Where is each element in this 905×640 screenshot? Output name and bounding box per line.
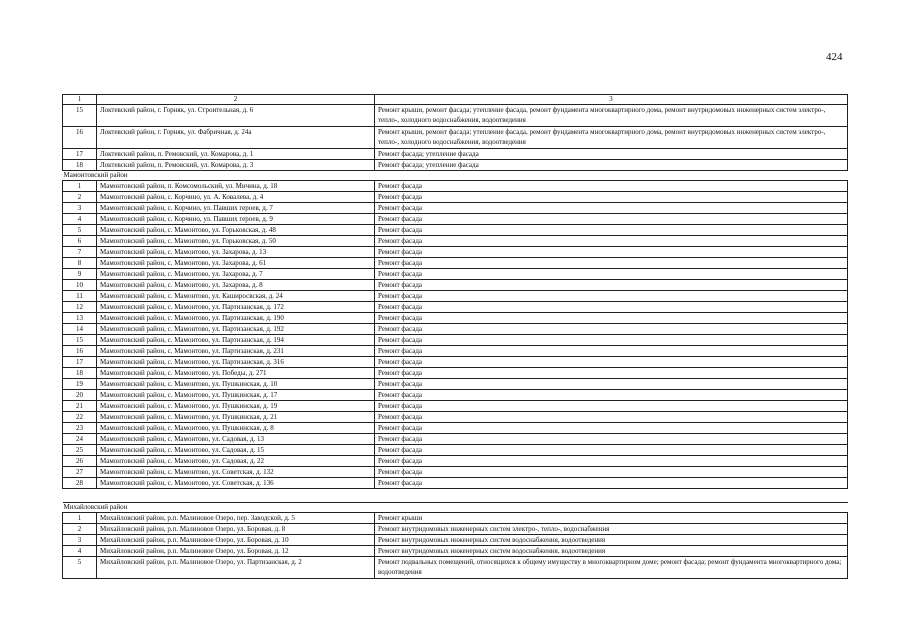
table-row: [63, 258, 848, 269]
table-row: [63, 324, 848, 335]
row-address: Мамонтовский район, с. Мамонтово, ул. Партизанская, д. 316: [97, 357, 375, 368]
row-works: Ремонт фасада; утепление фасада: [375, 149, 848, 160]
row-number: 6: [63, 236, 97, 247]
row-number: 16: [63, 346, 97, 357]
row-number: 3: [63, 535, 97, 546]
row-works: Ремонт фасада; утепление фасада: [375, 160, 848, 171]
row-number: 23: [63, 423, 97, 434]
row-works: Ремонт внутридомовых инженерных систем водоснабжения, водоотведения: [375, 535, 848, 546]
row-address: Мамонтовский район, п. Комсомольский, ул. Мичина, д. 18: [97, 181, 375, 192]
row-address: Мамонтовский район, с. Корчино, ул. А. Ковалева, д. 4: [97, 192, 375, 203]
table-row: [63, 313, 848, 324]
row-address: Мамонтовский район, с. Мамонтово, ул. Пушкинская, д. 21: [97, 412, 375, 423]
row-works: Ремонт подвальных помещений, относящихся к общему имуществу в многоквартирном доме; ремонт фасада; ремонт фундамента многоквартирного дома; водоотведения: [375, 557, 848, 579]
table-row: [63, 357, 848, 368]
row-address: Михайловский район, р.п. Малиновое Озеро, пер. Заводской, д. 5: [97, 513, 375, 524]
row-number: 16: [63, 127, 97, 149]
row-works: Ремонт фасада: [375, 302, 848, 313]
row-address: Михайловский район, р.п. Малиновое Озеро, ул. Боровая, д. 8: [97, 524, 375, 535]
section-gap-cell: [63, 489, 848, 503]
row-works: Ремонт фасада: [375, 324, 848, 335]
row-number: 4: [63, 214, 97, 225]
table-row: [63, 478, 848, 489]
row-number: 25: [63, 445, 97, 456]
table-row: [63, 247, 848, 258]
table-row: [63, 127, 848, 149]
row-number: 2: [63, 192, 97, 203]
row-works: Ремонт фасада: [375, 467, 848, 478]
row-works: Ремонт фасада: [375, 412, 848, 423]
row-works: Ремонт фасада: [375, 456, 848, 467]
row-number: 15: [63, 335, 97, 346]
row-number: 5: [63, 225, 97, 236]
row-works: Ремонт фасада: [375, 280, 848, 291]
row-number: 7: [63, 247, 97, 258]
table-row: [63, 379, 848, 390]
table-row: [63, 412, 848, 423]
row-works: Ремонт крыши, ремонт фасада; утепление фасада, ремонт фундамента многоквартирного дома, ремонт внутридомовых инженерных систем электро-, тепло-, холодного водоснабжения, водоотведения: [375, 105, 848, 127]
table-row: [63, 192, 848, 203]
row-address: Мамонтовский район, с. Мамонтово, ул. Пушкинская, д. 8: [97, 423, 375, 434]
row-number: 12: [63, 302, 97, 313]
row-address: Локтевский район, п. Ремовский, ул. Комарова, д. 3: [97, 160, 375, 171]
row-number: 18: [63, 368, 97, 379]
table-row: [63, 546, 848, 557]
row-works: Ремонт фасада: [375, 225, 848, 236]
row-address: Мамонтовский район, с. Корчино, ул. Павших героев, д. 9: [97, 214, 375, 225]
table-row: [63, 280, 848, 291]
table-row: [63, 269, 848, 280]
section-heading-row: [63, 503, 848, 513]
row-number: 21: [63, 401, 97, 412]
table-row: [63, 467, 848, 478]
row-works: Ремонт фасада: [375, 313, 848, 324]
table-row: [63, 368, 848, 379]
row-number: 13: [63, 313, 97, 324]
row-address: Мамонтовский район, с. Мамонтово, ул. Партизанская, д. 192: [97, 324, 375, 335]
row-works: Ремонт фасада: [375, 291, 848, 302]
row-works: Ремонт фасада: [375, 379, 848, 390]
row-works: Ремонт фасада: [375, 445, 848, 456]
row-works: Ремонт фасада: [375, 236, 848, 247]
row-number: 22: [63, 412, 97, 423]
row-address: Мамонтовский район, с. Мамонтово, ул. Захарова, д. 13: [97, 247, 375, 258]
table-row: [63, 423, 848, 434]
row-works: Ремонт внутридомовых инженерных систем водоснабжения, водоотведения: [375, 546, 848, 557]
row-address: Михайловский район, р.п. Малиновое Озеро, ул. Боровая, д. 12: [97, 546, 375, 557]
table-row: [63, 214, 848, 225]
table-row: [63, 236, 848, 247]
row-number: 20: [63, 390, 97, 401]
row-address: Мамонтовский район, с. Мамонтово, ул. Каширосвская, д. 24: [97, 291, 375, 302]
row-works: Ремонт фасада: [375, 346, 848, 357]
row-address: Локтевский район, г. Горняк, ул. Строительная, д. 6: [97, 105, 375, 127]
row-number: 26: [63, 456, 97, 467]
row-works: Ремонт фасада: [375, 401, 848, 412]
row-address: Мамонтовский район, с. Мамонтово, ул. Советская, д. 136: [97, 478, 375, 489]
row-works: Ремонт фасада: [375, 214, 848, 225]
row-address: Мамонтовский район, с. Мамонтово, ул. Пушкинская, д. 19: [97, 401, 375, 412]
row-works: Ремонт фасада: [375, 269, 848, 280]
table-row: [63, 302, 848, 313]
row-works: Ремонт фасада: [375, 423, 848, 434]
row-works: Ремонт крыши: [375, 513, 848, 524]
row-address: Михайловский район, р.п. Малиновое Озеро, ул. Боровая, д. 10: [97, 535, 375, 546]
row-address: Мамонтовский район, с. Корчино, ул. Павших героев, д. 7: [97, 203, 375, 214]
table-row: [63, 346, 848, 357]
row-works: Ремонт фасада: [375, 434, 848, 445]
row-works: Ремонт крыши, ремонт фасада; утепление фасада, ремонт фундамента многоквартирного дома, ремонт внутридомовых инженерных систем электро-, тепло-, холодного водоснабжения, водоотведения: [375, 127, 848, 149]
row-number: 14: [63, 324, 97, 335]
section-heading: Михайловский район: [63, 503, 848, 513]
row-address: Михайловский район, р.п. Малиновое Озеро, ул. Партизанская, д. 2: [97, 557, 375, 579]
row-number: 9: [63, 269, 97, 280]
row-number: 4: [63, 546, 97, 557]
row-works: Ремонт фасада: [375, 390, 848, 401]
row-number: 5: [63, 557, 97, 579]
row-address: Мамонтовский район, с. Мамонтово, ул. Захарова, д. 8: [97, 280, 375, 291]
row-address: Мамонтовский район, с. Мамонтово, ул. Горьковская, д. 50: [97, 236, 375, 247]
page-number: 424: [826, 51, 843, 63]
header-col-1: 1: [63, 95, 97, 105]
row-address: Мамонтовский район, с. Мамонтово, ул. Захарова, д. 7: [97, 269, 375, 280]
row-address: Локтевский район, п. Ремовский, ул. Комарова, д. 1: [97, 149, 375, 160]
row-works: Ремонт фасада: [375, 181, 848, 192]
table-row: [63, 456, 848, 467]
table-row: [63, 434, 848, 445]
row-number: 28: [63, 478, 97, 489]
row-address: Мамонтовский район, с. Мамонтово, ул. Партизанская, д. 190: [97, 313, 375, 324]
row-number: 2: [63, 524, 97, 535]
row-number: 11: [63, 291, 97, 302]
row-works: Ремонт фасада: [375, 478, 848, 489]
table-row: [63, 390, 848, 401]
table-row: [63, 160, 848, 171]
table-row: [63, 513, 848, 524]
row-number: 10: [63, 280, 97, 291]
row-address: Мамонтовский район, с. Мамонтово, ул. Пушкинская, д. 17: [97, 390, 375, 401]
row-address: Мамонтовский район, с. Мамонтово, ул. Советская, д. 132: [97, 467, 375, 478]
header-col-3: 3: [375, 95, 848, 105]
row-number: 8: [63, 258, 97, 269]
table-row: [63, 181, 848, 192]
row-address: Мамонтовский район, с. Мамонтово, ул. Пушкинская, д. 10: [97, 379, 375, 390]
row-works: Ремонт внутридомовых инженерных систем электро-, тепло-, водоснабжения: [375, 524, 848, 535]
table-row: [63, 291, 848, 302]
row-address: Мамонтовский район, с. Мамонтово, ул. Захарова, д. 61: [97, 258, 375, 269]
table-row: [63, 149, 848, 160]
table-row: [63, 535, 848, 546]
row-works: Ремонт фасада: [375, 247, 848, 258]
row-works: Ремонт фасада: [375, 192, 848, 203]
row-number: 19: [63, 379, 97, 390]
table-row: [63, 445, 848, 456]
registry-body: [63, 95, 848, 579]
table-row: [63, 557, 848, 579]
section-heading-row: [63, 171, 848, 181]
row-address: Мамонтовский район, с. Мамонтово, ул. Партизанская, д. 231: [97, 346, 375, 357]
row-number: 3: [63, 203, 97, 214]
row-number: 27: [63, 467, 97, 478]
row-number: 24: [63, 434, 97, 445]
row-number: 17: [63, 357, 97, 368]
header-col-2: 2: [97, 95, 375, 105]
row-address: Мамонтовский район, с. Мамонтово, ул. Садовая, д. 15: [97, 445, 375, 456]
table-row: [63, 524, 848, 535]
row-address: Мамонтовский район, с. Мамонтово, ул. Садовая, д. 13: [97, 434, 375, 445]
table-header-row: [63, 95, 848, 105]
repair-registry-table: [62, 94, 848, 579]
table-row: [63, 401, 848, 412]
row-number: 1: [63, 513, 97, 524]
table-row: [63, 105, 848, 127]
row-number: 1: [63, 181, 97, 192]
section-gap: [63, 489, 848, 503]
row-address: Мамонтовский район, с. Мамонтово, ул. Партизанская, д. 172: [97, 302, 375, 313]
table-row: [63, 203, 848, 214]
row-address: Мамонтовский район, с. Мамонтово, ул. Горьковская, д. 48: [97, 225, 375, 236]
row-address: Мамонтовский район, с. Мамонтово, ул. Садовая, д. 22: [97, 456, 375, 467]
row-works: Ремонт фасада: [375, 258, 848, 269]
row-works: Ремонт фасада: [375, 368, 848, 379]
row-number: 15: [63, 105, 97, 127]
row-works: Ремонт фасада: [375, 357, 848, 368]
row-address: Мамонтовский район, с. Мамонтово, ул. Победы, д. 271: [97, 368, 375, 379]
table-row: [63, 225, 848, 236]
row-number: 17: [63, 149, 97, 160]
row-works: Ремонт фасада: [375, 335, 848, 346]
section-heading: Мамонтовский район: [63, 171, 848, 181]
row-address: Локтевский район, г. Горняк, ул. Фабричная, д. 24а: [97, 127, 375, 149]
table-row: [63, 335, 848, 346]
row-works: Ремонт фасада: [375, 203, 848, 214]
row-address: Мамонтовский район, с. Мамонтово, ул. Партизанская, д. 194: [97, 335, 375, 346]
row-number: 18: [63, 160, 97, 171]
